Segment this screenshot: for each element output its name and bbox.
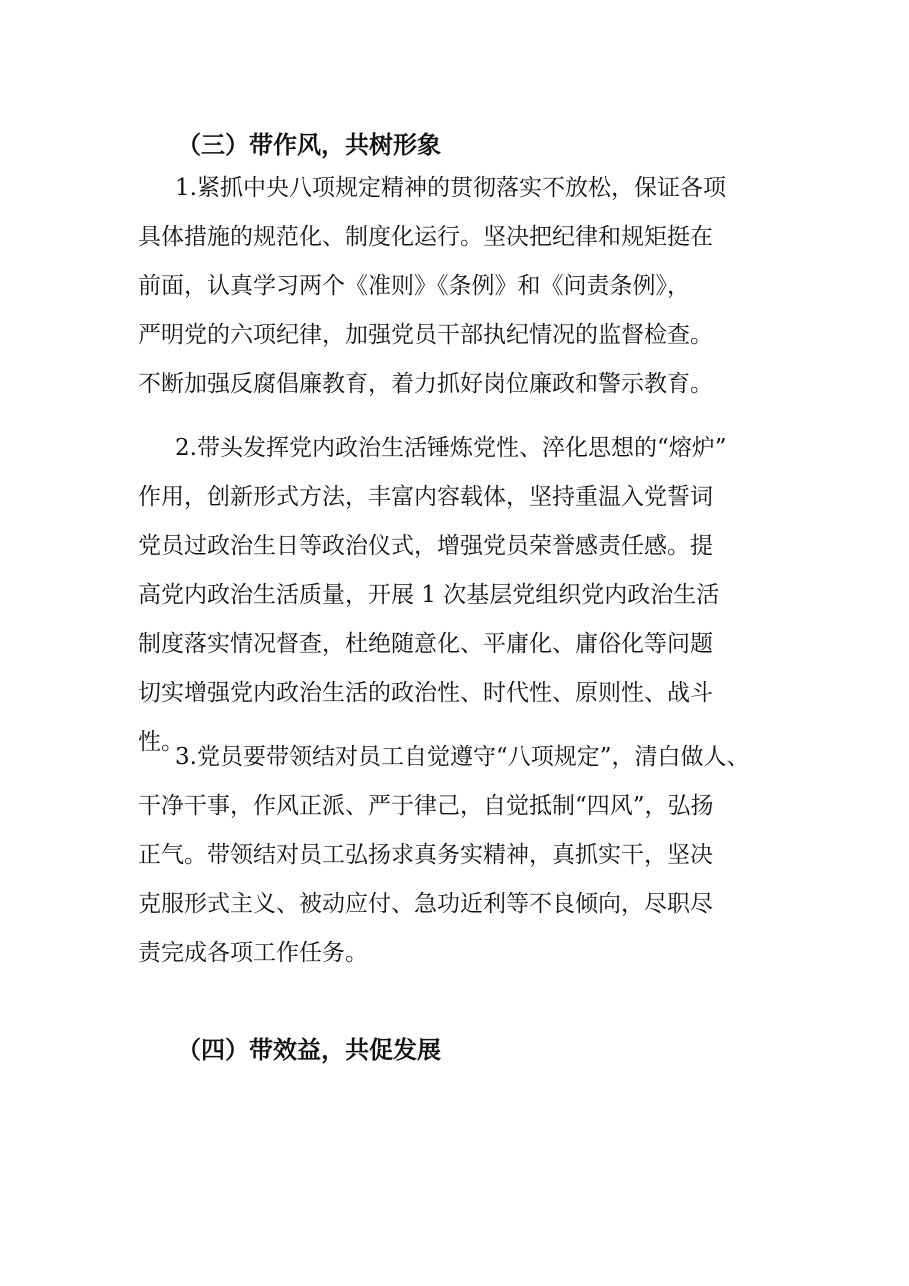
- section-heading-4: （四）带效益，共促发展: [177, 1036, 441, 1064]
- paragraph-1: [138, 164, 778, 409]
- paragraph-line: 前面，认真学习两个《准则》《条例》和《问责条例》，: [138, 273, 690, 299]
- paragraph-line: 干净干事，作风正派、严于律己，自觉抵制“四风”，弘扬: [138, 793, 714, 819]
- paragraph-line: 制度落实情况督查，杜绝随意化、平庸化、庸俗化等问题: [138, 631, 713, 657]
- paragraph-line: 切实增强党内政治生活的政治性、时代性、原则性、战斗: [138, 680, 713, 706]
- paragraph-line: 性。: [138, 729, 184, 755]
- paragraph-line: 高党内政治生活质量，开展 1 次基层党组织党内政治生活: [138, 582, 720, 608]
- paragraph-line: 党员过政治生日等政治仪式，增强党员荣誉感责任感。提: [138, 533, 713, 559]
- paragraph-line: 1.紧抓中央八项规定精神的贯彻落实不放松，保证各项: [175, 175, 726, 201]
- paragraph-3: [138, 733, 778, 978]
- section-heading-3: （三）带作风，共树形象: [177, 131, 441, 159]
- paragraph-line: 2.带头发挥党内政治生活锤炼党性、淬化思想的“熔炉”: [175, 435, 727, 461]
- paragraph-2: [138, 424, 778, 767]
- paragraph-line: 严明党的六项纪律，加强党员干部执纪情况的监督检查。: [138, 322, 713, 348]
- paragraph-line: 克服形式主义、被动应付、急功近利等不良倾向，尽职尽: [138, 891, 713, 917]
- paragraph-line: 3.党员要带领结对员工自觉遵守“八项规定”，清白做人、: [175, 744, 750, 770]
- paragraph-line: 正气。带领结对员工弘扬求真务实精神，真抓实干，坚决: [138, 842, 713, 868]
- paragraph-line: 作用，创新形式方法，丰富内容载体，坚持重温入党誓词: [138, 484, 713, 510]
- paragraph-line: 具体措施的规范化、制度化运行。坚决把纪律和规矩挺在: [138, 224, 713, 250]
- paragraph-line: 责完成各项工作任务。: [138, 940, 368, 966]
- paragraph-line: 不断加强反腐倡廉教育，着力抓好岗位廉政和警示教育。: [138, 371, 713, 397]
